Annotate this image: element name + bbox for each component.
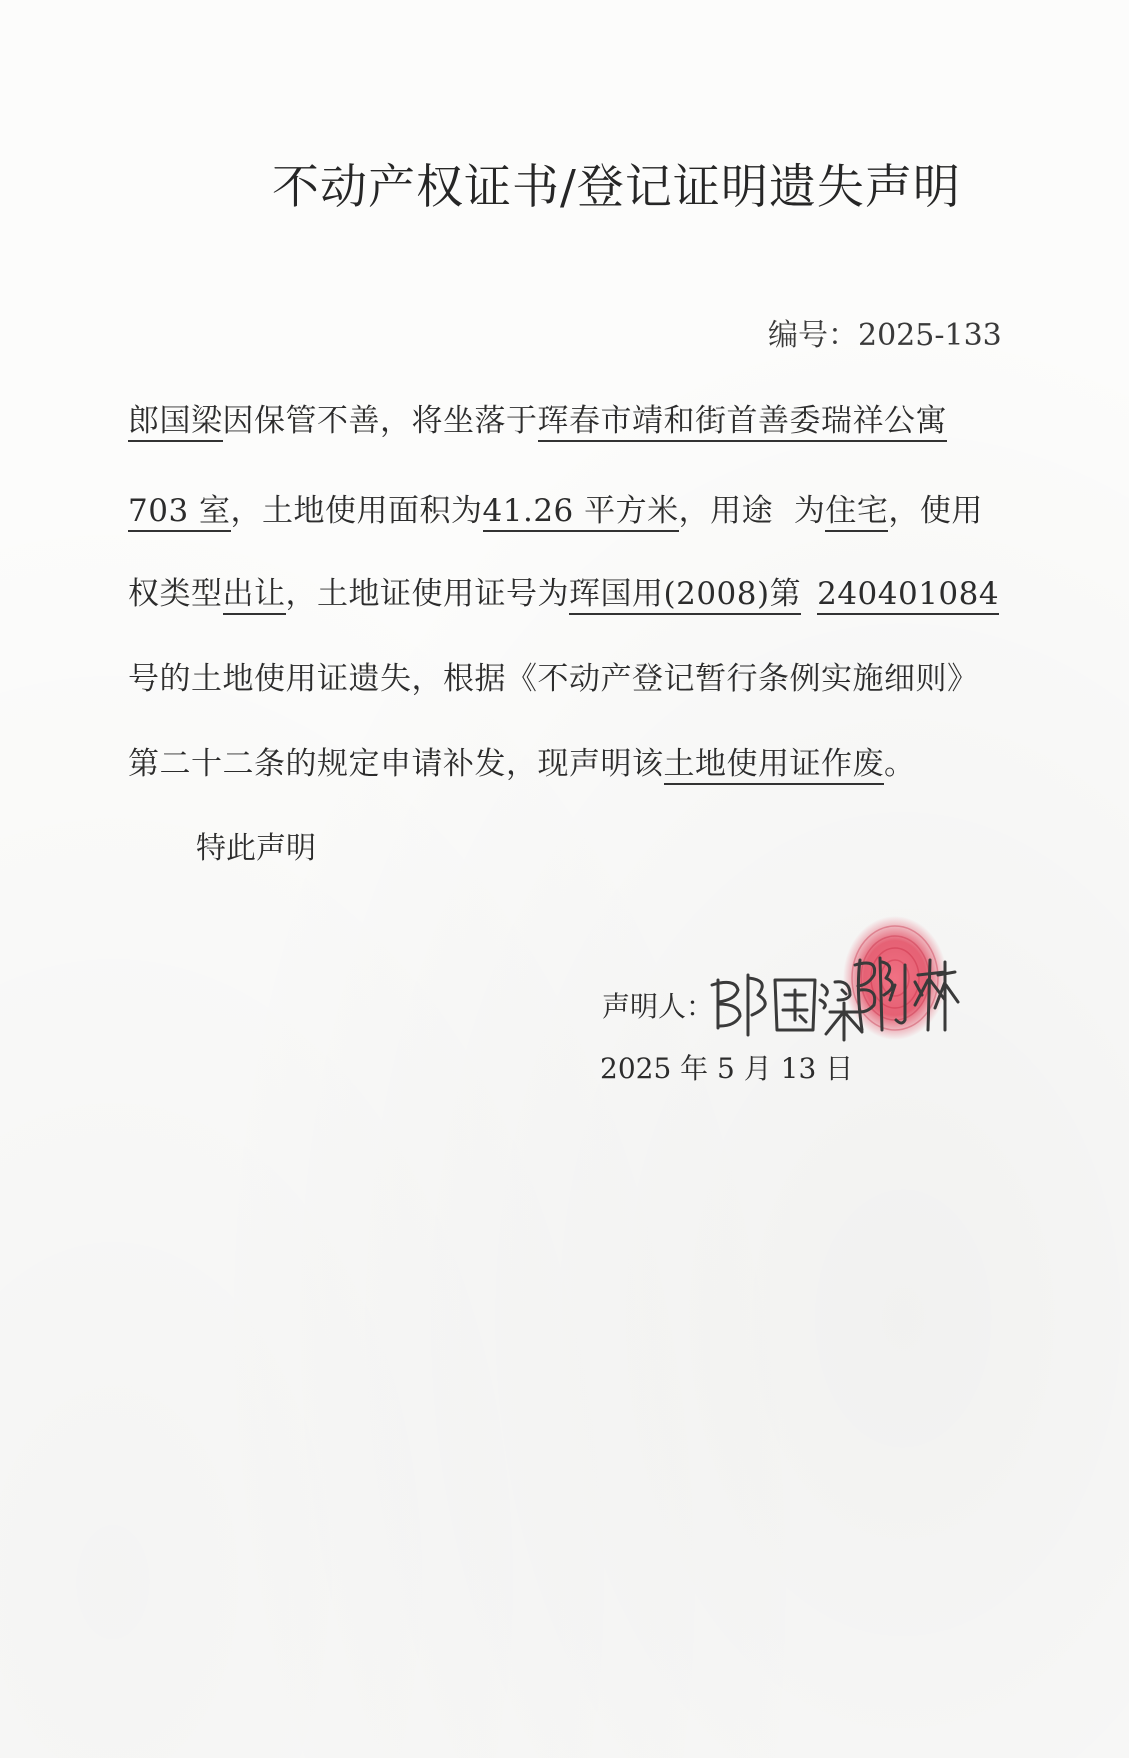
land-use: 住宅 <box>825 493 888 532</box>
land-area: 41.26 平方米 <box>483 493 679 532</box>
right-type: 出让 <box>223 576 286 615</box>
body-text: 号的土地使用证遗失，根据《不动产登记暂行条例实施细则》 <box>128 661 979 697</box>
body-text: 。 <box>884 746 916 782</box>
body-text: ，土地使用面积为 <box>230 493 483 529</box>
declaration-date: 2025 年 5 月 13 日 <box>600 1052 854 1085</box>
page-title: 不动产权证书/登记证明遗失声明 <box>272 160 961 215</box>
body-text: 第二十二条的规定申请补发，现声明该 <box>128 746 664 782</box>
document-number-value: 2025-133 <box>858 318 1002 353</box>
body-text: 权类型 <box>128 576 223 612</box>
body-text: ，使用 <box>888 493 983 529</box>
owner-name: 郎国梁 <box>128 403 223 442</box>
void-item: 土地使用证作废 <box>664 746 885 785</box>
declarant-label: 声明人： <box>602 990 715 1023</box>
certificate-number: 240401084 <box>817 576 999 615</box>
document-number-label: 编号： <box>768 318 858 353</box>
property-address: 珲春市靖和街首善委瑞祥公寓 <box>538 403 948 442</box>
body-text: 因保管不善，将坐落于 <box>222 403 538 439</box>
closing-text: 特此声明 <box>196 831 316 866</box>
body-text: ，土地证使用证号为 <box>285 576 569 612</box>
certificate-prefix: 珲国用(2008)第 <box>569 576 801 615</box>
room-number: 703 室 <box>128 493 231 532</box>
body-text: ，用途 为 <box>678 493 826 529</box>
